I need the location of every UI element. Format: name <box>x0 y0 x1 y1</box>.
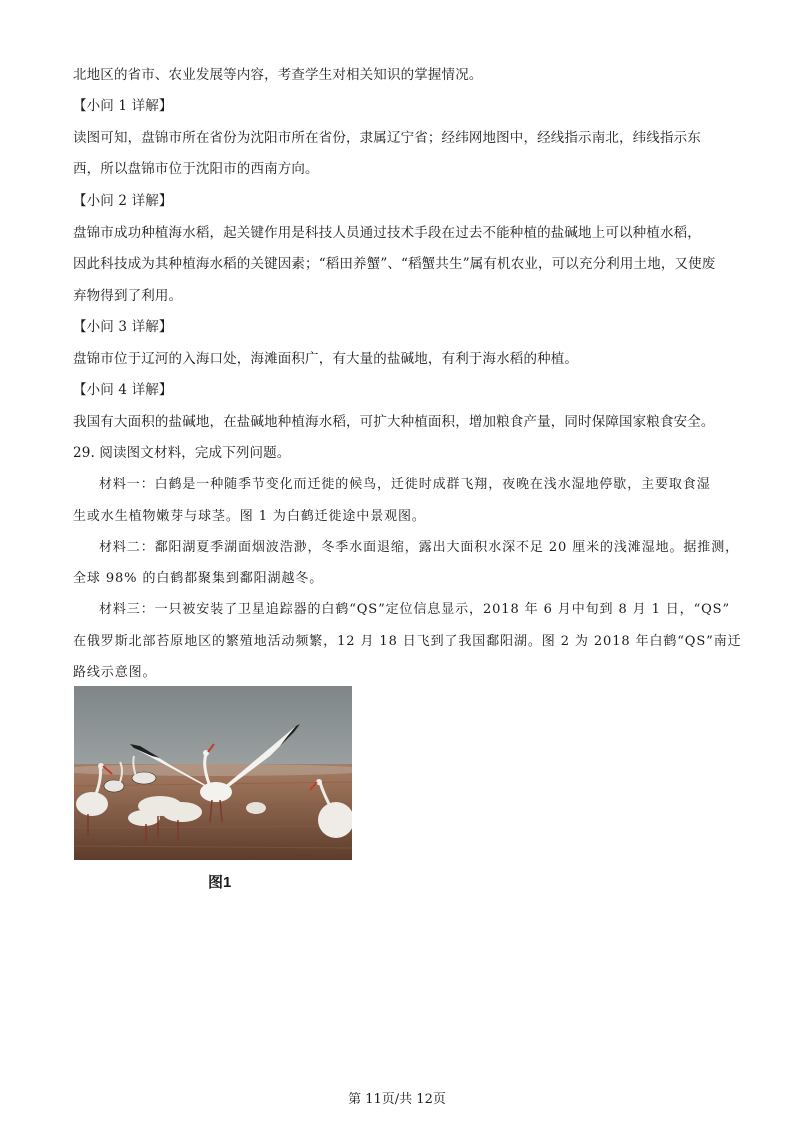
answer-text-line: 盘锦市成功种植海水稻，起关键作用是科技人员通过技术手段在过去不能种植的盐碱地上可以种植水稻， <box>73 225 701 241</box>
material-2-text: 材料二：鄱阳湖夏季湖面烟波浩渺，冬季水面退缩，露出大面积水深不足 20 厘米的浅滩湿地。据推测， <box>99 540 740 555</box>
material-3-text: 在俄罗斯北部苔原地区的繁殖地活动频繁，12 月 18 日飞到了我国鄱阳湖。图 2 为 2018 年白鹤“QS”南迁 <box>73 634 742 649</box>
question-29-title: 29. 阅读图文材料，完成下列问题。 <box>73 445 291 461</box>
material-3-text: 材料三：一只被安装了卫星追踪器的白鹤“QS”定位信息显示，2018 年 6 月中旬到 8 月 1 日，“QS” <box>99 602 731 617</box>
answer-text-line: 弃物得到了利用。 <box>73 288 183 304</box>
answer-text-line: 北地区的省市、农业发展等内容，考查学生对相关知识的掌握情况。 <box>73 67 483 83</box>
page-number-footer: 第 11页/共 12页 <box>348 1092 446 1107</box>
subquestion-4-heading: 【小问 4 详解】 <box>73 382 173 398</box>
subquestion-1-heading: 【小问 1 详解】 <box>73 98 173 114</box>
material-1-text: 生或水生植物嫩芽与球茎。图 1 为白鹤迁徙途中景观图。 <box>73 509 426 524</box>
figure-1-caption: 图1 <box>208 874 232 891</box>
answer-text-line: 读图可知，盘锦市所在省份为沈阳市所在省份，隶属辽宁省；经纬网地图中，经线指示南北，纬线指示东 <box>73 130 701 146</box>
material-2-text: 全球 98% 的白鹤都聚集到鄱阳湖越冬。 <box>73 571 324 586</box>
white-crane-photo <box>74 686 352 860</box>
material-1-text: 材料一：白鹤是一种随季节变化而迁徙的候鸟，迁徙时成群飞翔，夜晚在浅水湿地停歇，主要取食湿 <box>99 477 711 492</box>
answer-text-line: 我国有大面积的盐碱地，在盐碱地种植海水稻，可扩大种植面积，增加粮食产量，同时保障国家粮食安全。 <box>73 414 715 430</box>
answer-text-line: 西，所以盘锦市位于沈阳市的西南方向。 <box>73 161 319 177</box>
material-3-text: 路线示意图。 <box>73 665 157 680</box>
answer-text-line: 因此科技成为其种植海水稻的关键因素；“稻田养蟹”、“稻蟹共生”属有机农业，可以充分利用土地，又使废 <box>73 256 716 272</box>
answer-text-line: 盘锦市位于辽河的入海口处，海滩面积广，有大量的盐碱地，有利于海水稻的种植。 <box>73 351 579 367</box>
subquestion-3-heading: 【小问 3 详解】 <box>73 319 173 335</box>
subquestion-2-heading: 【小问 2 详解】 <box>73 193 173 209</box>
